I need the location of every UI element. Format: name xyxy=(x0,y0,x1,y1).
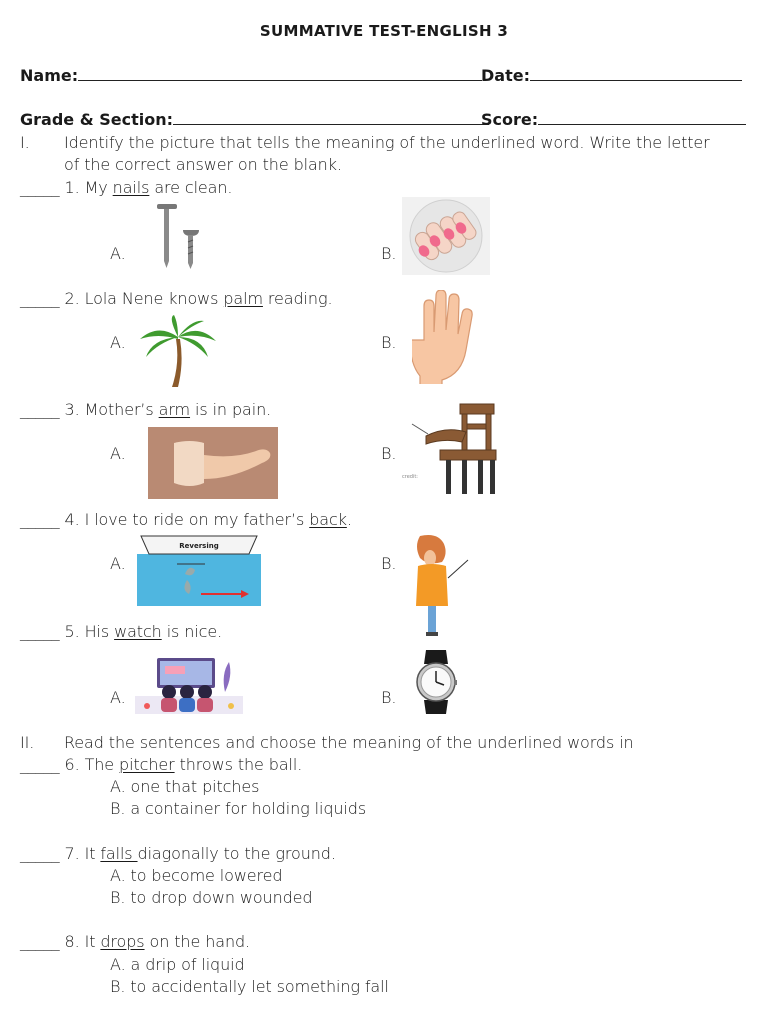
underlined-word: palm xyxy=(223,289,263,308)
option-b: B. to drop down wounded xyxy=(110,888,313,907)
answer-blank[interactable]: _____ xyxy=(20,178,60,197)
name-field[interactable] xyxy=(20,66,482,85)
answer-blank[interactable]: _____ xyxy=(20,289,60,308)
part1-instruction-line1: Identify the picture that tells the meaning of the underlined word. Write the letter xyxy=(64,133,710,152)
fingernails-image xyxy=(402,197,490,275)
part2-numeral: II. xyxy=(20,733,35,752)
palm-hand-image xyxy=(412,290,476,384)
answer-blank[interactable]: _____ xyxy=(20,932,60,951)
grade-section-field[interactable] xyxy=(20,110,489,129)
answer-blank[interactable]: _____ xyxy=(20,400,60,419)
score-field[interactable] xyxy=(481,110,746,129)
answer-blank[interactable]: _____ xyxy=(20,622,60,641)
option-a-label: A. xyxy=(110,444,126,463)
score-blank[interactable] xyxy=(538,112,746,125)
part1-numeral: I. xyxy=(20,133,30,152)
option-a: A. one that pitches xyxy=(110,777,260,796)
question-7: _____ 7. It falls diagonally to the ground. xyxy=(20,844,336,863)
option-a-label: A. xyxy=(110,688,126,707)
option-a: A. to become lowered xyxy=(110,866,283,885)
credit-text: credit: xyxy=(402,474,418,480)
boat-reversing-image xyxy=(137,530,261,606)
date-field[interactable] xyxy=(481,66,742,85)
wristwatch-image xyxy=(415,650,457,714)
arm-image xyxy=(148,427,278,499)
part1-instruction-line2: of the correct answer on the blank. xyxy=(64,155,342,174)
question-3: _____ 3. Mother’s arm is in pain. xyxy=(20,400,272,419)
option-b: B. a container for holding liquids xyxy=(110,799,367,818)
question-4: _____ 4. I love to ride on my father’s back. xyxy=(20,510,352,529)
question-2: _____ 2. Lola Nene knows palm reading. xyxy=(20,289,333,308)
question-5: _____ 5. His watch is nice. xyxy=(20,622,223,641)
grade-section-label: Grade & Section: xyxy=(20,110,173,129)
page-title: SUMMATIVE TEST-ENGLISH 3 xyxy=(259,22,509,40)
underlined-word: back xyxy=(309,510,347,529)
underlined-word: falls xyxy=(100,844,138,863)
option-b-label: B. xyxy=(381,688,397,707)
armchair-desk-image xyxy=(402,402,498,496)
palm-tree-image xyxy=(138,315,218,389)
option-a-label: A. xyxy=(110,244,126,263)
option-a-label: A. xyxy=(110,333,126,352)
reversing-label: Reversing xyxy=(179,542,219,550)
option-b: B. to accidentally let something fall xyxy=(110,977,389,996)
option-b-label: B. xyxy=(381,244,397,263)
underlined-word: watch xyxy=(114,622,162,641)
option-a: A. a drip of liquid xyxy=(110,955,245,974)
option-a-label: A. xyxy=(110,554,126,573)
option-b-label: B. xyxy=(381,333,397,352)
question-6: _____ 6. The pitcher throws the ball. xyxy=(20,755,303,774)
option-b-label: B. xyxy=(381,444,397,463)
nail-screw-image xyxy=(155,202,205,270)
date-blank[interactable] xyxy=(530,68,742,81)
part2-instruction: Read the sentences and choose the meaning of the underlined words in xyxy=(64,733,634,752)
name-label: Name: xyxy=(20,66,79,85)
father-back-image xyxy=(404,532,470,640)
date-label: Date: xyxy=(481,66,530,85)
answer-blank[interactable]: _____ xyxy=(20,510,60,529)
answer-blank[interactable]: _____ xyxy=(20,755,60,774)
watching-tv-image xyxy=(135,652,243,714)
underlined-word: arm xyxy=(158,400,191,419)
option-b-label: B. xyxy=(381,554,397,573)
question-8: _____ 8. It drops on the hand. xyxy=(20,932,251,951)
question-1: _____ 1. My nails are clean. xyxy=(20,178,233,197)
underlined-word: drops xyxy=(100,932,145,951)
score-label: Score: xyxy=(481,110,539,129)
answer-blank[interactable]: _____ xyxy=(20,844,60,863)
name-blank[interactable] xyxy=(78,68,482,81)
underlined-word: nails xyxy=(112,178,150,197)
grade-section-blank[interactable] xyxy=(173,112,489,125)
underlined-word: pitcher xyxy=(119,755,175,774)
